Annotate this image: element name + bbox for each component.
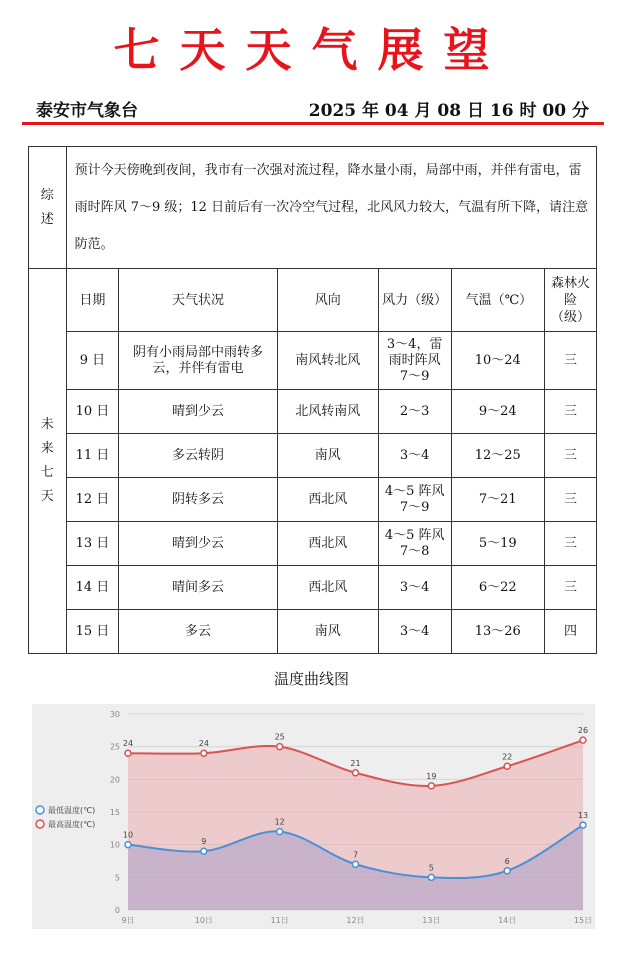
issue-datetime: 2025 年 04 月 08 日 16 时 00 分: [308, 101, 589, 121]
col-wind-direction: 风向: [277, 269, 378, 332]
summary-text: 预计今天傍晚到夜间，我市有一次强对流过程，降水量小雨，局部中雨，并伴有雷电，雷雨时阵风 7～9 级；12 日前后有一次冷空气过程，北风风力较大，气温有所下降，请注意防范。: [66, 147, 596, 269]
data-point: [504, 763, 510, 769]
forecast-label-text: 未来七天: [40, 417, 54, 504]
cell-wind-force: 3～4，雷雨时阵风 7～9: [378, 332, 451, 390]
cell-temperature: 9～24: [451, 390, 544, 434]
summary-label-text: 综述: [40, 187, 54, 227]
data-point: [353, 861, 359, 867]
y-tick-label: 0: [114, 906, 120, 915]
data-label: 24: [122, 739, 134, 749]
data-label: 26: [577, 726, 589, 736]
cell-fire-risk: 三: [545, 332, 597, 390]
cell-temperature: 5～19: [451, 522, 544, 566]
cell-fire-risk: 三: [545, 434, 597, 478]
cell-wind-force: 3～4: [378, 566, 451, 610]
cell-wind-direction: 西北风: [277, 522, 378, 566]
x-tick-label: 9日: [121, 916, 135, 925]
legend-label: 最低温度(℃): [48, 806, 96, 815]
data-label: 25: [274, 732, 285, 742]
y-tick-label: 15: [109, 808, 120, 817]
summary-label: [29, 147, 67, 269]
cell-wind-force: 4～5 阵风 7～8: [378, 522, 451, 566]
data-point: [201, 848, 207, 854]
data-label: 5: [428, 863, 434, 873]
table-row: [29, 522, 597, 566]
data-label: 24: [198, 739, 209, 749]
data-label: 19: [426, 771, 437, 781]
cell-date: 10 日: [66, 390, 119, 434]
cell-weather: 阴有小雨局部中雨转多云，并伴有雷电: [119, 332, 277, 390]
cell-fire-risk: 三: [545, 522, 597, 566]
data-point: [580, 822, 586, 828]
table-row: [29, 332, 597, 390]
table-header-row: [29, 269, 597, 332]
x-tick-label: 15日: [573, 916, 593, 925]
col-wind-force: 风力（级）: [378, 269, 451, 332]
col-fire-risk: 森林火险（级）: [545, 269, 597, 332]
cell-weather: 多云转阴: [119, 434, 277, 478]
cell-wind-force: 3～4: [378, 434, 451, 478]
chart-title: 温度曲线图: [273, 670, 349, 688]
cell-weather: 晴到少云: [119, 390, 277, 434]
forecast-label: [29, 269, 67, 654]
cell-weather: 多云: [119, 610, 277, 654]
cell-wind-force: 4～5 阵风 7～9: [378, 478, 451, 522]
data-point: [125, 750, 131, 756]
data-label: 12: [274, 817, 285, 827]
cell-wind-force: 2～3: [378, 390, 451, 434]
data-label: 10: [122, 830, 134, 840]
y-tick-label: 20: [109, 775, 120, 785]
data-point: [428, 783, 434, 789]
x-tick-label: 12日: [346, 916, 365, 925]
cell-wind-direction: 北风转南风: [277, 390, 378, 434]
y-tick-label: 25: [109, 742, 120, 752]
cell-weather: 晴间多云: [119, 566, 277, 610]
station-name: 泰安市气象台: [36, 101, 138, 121]
data-point: [580, 737, 586, 743]
legend-marker: [36, 820, 44, 828]
cell-wind-force: 3～4: [378, 610, 451, 654]
data-point: [428, 874, 434, 880]
legend-label: 最高温度(℃): [48, 820, 96, 829]
cell-date: 15 日: [66, 610, 119, 654]
x-tick-label: 13日: [422, 916, 441, 925]
data-label: 13: [577, 811, 589, 821]
data-label: 21: [350, 758, 361, 768]
data-point: [201, 750, 207, 756]
cell-date: 13 日: [66, 522, 119, 566]
cell-fire-risk: 四: [545, 610, 597, 654]
forecast-table: [28, 146, 597, 654]
data-point: [277, 744, 283, 750]
y-tick-label: 10: [109, 840, 120, 850]
cell-fire-risk: 三: [545, 390, 597, 434]
col-weather: 天气状况: [119, 269, 277, 332]
data-point: [125, 842, 131, 848]
header-divider: [22, 122, 604, 125]
cell-temperature: 7～21: [451, 478, 544, 522]
col-temperature: 气温（℃）: [451, 269, 544, 332]
table-row: [29, 478, 597, 522]
y-tick-label: 30: [109, 710, 120, 719]
cell-temperature: 12～25: [451, 434, 544, 478]
data-label: 7: [352, 850, 359, 860]
cell-wind-direction: 南风: [277, 610, 378, 654]
data-point: [277, 829, 283, 835]
table-row: [29, 390, 597, 434]
cell-date: 11 日: [66, 434, 119, 478]
cell-weather: 阴转多云: [119, 478, 277, 522]
y-tick-label: 5: [114, 873, 120, 883]
data-point: [504, 868, 510, 874]
cell-wind-direction: 南风: [277, 434, 378, 478]
x-tick-label: 11日: [270, 916, 289, 925]
cell-weather: 晴到少云: [119, 522, 277, 566]
data-point: [353, 770, 359, 776]
cell-temperature: 13～26: [451, 610, 544, 654]
cell-wind-direction: 西北风: [277, 566, 378, 610]
data-label: 6: [504, 856, 510, 866]
data-label: 22: [502, 752, 513, 762]
cell-date: 9 日: [66, 332, 119, 390]
page-title: 七天天气展望: [113, 23, 510, 77]
cell-date: 12 日: [66, 478, 119, 522]
summary-row: [29, 147, 597, 269]
table-row: [29, 610, 597, 654]
data-label: 9: [201, 837, 207, 847]
table-row: [29, 434, 597, 478]
cell-wind-direction: 南风转北风: [277, 332, 378, 390]
x-tick-label: 14日: [498, 916, 517, 925]
cell-wind-direction: 西北风: [277, 478, 378, 522]
col-date: 日期: [66, 269, 119, 332]
cell-temperature: 10～24: [451, 332, 544, 390]
cell-fire-risk: 三: [545, 478, 597, 522]
cell-temperature: 6～22: [451, 566, 544, 610]
cell-fire-risk: 三: [545, 566, 597, 610]
temperature-chart: [32, 704, 595, 929]
x-tick-label: 10日: [194, 916, 213, 925]
table-row: [29, 566, 597, 610]
legend-marker: [36, 806, 44, 814]
cell-date: 14 日: [66, 566, 119, 610]
